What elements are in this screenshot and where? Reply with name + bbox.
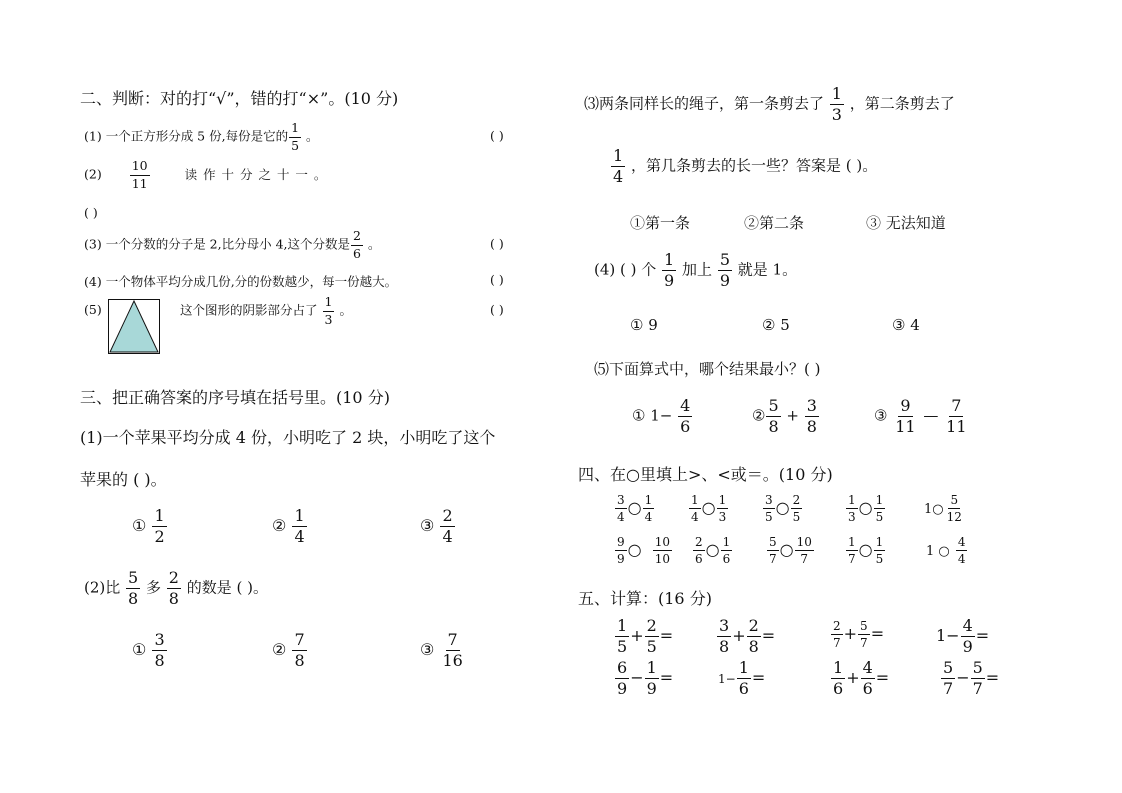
- choice-q2: (2)比 $\frac{5}{8}$ 多 $\frac{2}{8}$ 的数是 ( )。: [84, 568, 269, 608]
- answer-paren-q1[interactable]: ( ): [490, 128, 504, 143]
- choice-q2-option-1[interactable]: ① $\frac{3}{8}$: [132, 630, 165, 670]
- choice-q1-option-1[interactable]: ① $\frac{1}{2}$: [132, 506, 165, 546]
- section-2-title: 二、判断：对的打“√”，错的打“×”。(10 分): [80, 89, 399, 108]
- choice-q5-option-2[interactable]: ② $\frac{5}{8}$ + $\frac{3}{8}$: [752, 396, 817, 436]
- fraction: $\frac{7}{8}$: [294, 630, 305, 670]
- triangle-icon: [109, 300, 159, 353]
- answer-paren-q4[interactable]: ( ): [490, 272, 504, 287]
- calc-item[interactable]: 1− $\frac{4}{9}$ =: [936, 616, 990, 656]
- compare-item[interactable]: $\frac{2}{6}$ ○ $\frac{1}{6}$: [695, 535, 731, 566]
- choice-q4-option-2[interactable]: ② 5: [762, 316, 790, 334]
- section-5-title: 五、计算：(16 分): [578, 589, 712, 608]
- calc-item[interactable]: $\frac{2}{7}$ + $\frac{5}{7}$ =: [833, 619, 885, 650]
- answer-paren-q2[interactable]: ( ): [84, 205, 98, 220]
- answer-paren-q3[interactable]: ( ): [490, 236, 504, 251]
- answer-paren[interactable]: ，第几条剪去的长一些？答案是 ( )。: [630, 156, 878, 175]
- compare-circle: ○: [701, 498, 716, 517]
- fraction: $\frac{2}{4}$: [442, 506, 453, 546]
- judge-q1: (1) 一个正方形分成 5 份,每份是它的 $\frac{1}{5}$ 。: [84, 120, 319, 153]
- compare-item[interactable]: $\frac{3}{4}$ ○ $\frac{1}{4}$: [617, 493, 653, 524]
- answer-paren[interactable]: 的数是 ( )。: [186, 578, 269, 597]
- compare-item[interactable]: $\frac{1}{7}$ ○ $\frac{1}{5}$: [848, 535, 884, 566]
- compare-circle: ○: [705, 540, 720, 559]
- choice-q5-option-1[interactable]: ① 1− $\frac{4}{6}$: [632, 396, 691, 436]
- q-text: 一个分数的分子是 2,比分母小 4,这个分数是: [105, 236, 351, 252]
- choice-q5-option-3[interactable]: ③ $\frac{9}{11}$ — $\frac{7}{11}$: [874, 396, 967, 436]
- q-num: (4): [84, 274, 102, 289]
- judge-q5: 这个图形的阴影部分占了 $\frac{1}{3}$ 。: [180, 294, 352, 327]
- choice-q3-line2: [610, 148, 877, 185]
- choice-q1-option-2[interactable]: ② $\frac{1}{4}$: [272, 506, 305, 546]
- compare-circle: ○: [779, 540, 794, 559]
- choice-q4-option-3[interactable]: ③ 4: [892, 316, 920, 334]
- q-num: (1): [84, 128, 102, 144]
- judge-q4: [84, 272, 397, 290]
- fraction: $\frac{3}{8}$: [806, 396, 817, 436]
- answer-paren-q5[interactable]: ( ): [490, 302, 504, 317]
- section-4-title: 四、在○里填上>、<或＝。(10 分): [578, 465, 833, 484]
- fraction: $\frac{1}{4}$: [613, 146, 624, 186]
- compare-item[interactable]: $\frac{1}{4}$ ○ $\frac{1}{3}$: [691, 493, 727, 524]
- fraction: $\frac{7}{11}$: [946, 396, 967, 436]
- choice-q3-option-1[interactable]: ①第一条: [630, 214, 691, 232]
- compare-item[interactable]: 1 ○ $\frac{4}{4}$: [926, 535, 966, 566]
- fraction: $\frac{1}{3}$: [831, 84, 842, 124]
- choice-q2-option-3[interactable]: ③ $\frac{7}{16}$: [420, 630, 463, 670]
- compare-item[interactable]: 1○ $\frac{5}{12}$: [924, 493, 962, 524]
- choice-q1-option-3[interactable]: ③ $\frac{2}{4}$: [420, 506, 453, 546]
- compare-circle: ○: [627, 540, 642, 559]
- fraction: $\frac{1}{3}$: [324, 294, 333, 327]
- q-text: 一个正方形分成 5 份,每份是它的: [105, 128, 289, 144]
- judge-q2: [84, 160, 327, 190]
- compare-item[interactable]: $\frac{5}{7}$ ○ $\frac{10}{7}$: [769, 535, 812, 566]
- fraction: $\frac{9}{11}$: [895, 396, 916, 436]
- fraction: $\frac{1}{5}$: [291, 120, 300, 153]
- judge-q3: (3) 一个分数的分子是 2,比分母小 4,这个分数是 $\frac{2}{6}$ 。: [84, 228, 381, 261]
- fraction: $\frac{2}{6}$: [353, 228, 361, 261]
- fraction: $\frac{1}{4}$: [294, 506, 305, 546]
- choice-q1-line1: (1)一个苹果平均分成 4 份，小明吃了 2 块，小明吃了这个: [80, 428, 496, 447]
- compare-item[interactable]: $\frac{9}{9}$ ○ $\frac{10}{10}$: [617, 535, 671, 566]
- answer-paren[interactable]: (4) ( ) 个: [594, 260, 657, 279]
- calc-item[interactable]: 1− $\frac{1}{6}$ =: [718, 658, 766, 698]
- fraction: $\frac{1}{2}$: [154, 506, 165, 546]
- fraction: $\frac{2}{8}$: [168, 568, 179, 608]
- choice-q3-line1: ⑶两条同样长的绳子，第一条剪去了 $\frac{1}{3}$ ，第二条剪去了: [584, 84, 955, 124]
- calc-item[interactable]: $\frac{3}{8}$ + $\frac{2}{8}$ =: [719, 616, 776, 656]
- fraction: $\frac{5}{8}$: [128, 568, 139, 608]
- calc-item[interactable]: $\frac{5}{7}$ − $\frac{5}{7}$ =: [943, 658, 1000, 698]
- choice-q4-option-1[interactable]: ① 9: [630, 316, 658, 334]
- shaded-triangle-figure: [108, 299, 160, 354]
- fraction: $\frac{4}{6}$: [680, 396, 691, 436]
- choice-q2-option-2[interactable]: ② $\frac{7}{8}$: [272, 630, 305, 670]
- choice-q4: (4) ( ) 个 $\frac{1}{9}$ 加上 $\frac{5}{9}$ 就是 1。: [594, 250, 798, 290]
- compare-circle: ○: [858, 498, 873, 517]
- fraction: $\frac{7}{16}$: [442, 630, 463, 670]
- compare-circle: ○: [858, 540, 873, 559]
- q-text: 这个图形的阴影部分占了: [180, 302, 318, 318]
- compare-circle: ○: [775, 498, 790, 517]
- judge-q5-num: (5): [84, 302, 102, 317]
- fraction: $\frac{10}{11}$: [131, 158, 148, 191]
- fraction: $\frac{1}{9}$: [664, 250, 675, 290]
- q-text: 一个物体平均分成几份,分的份数越少，每一份越大。: [105, 274, 398, 289]
- q-text: 读 作 十 分 之 十 一 。: [184, 166, 328, 182]
- choice-q3-option-2[interactable]: ②第二条: [744, 214, 805, 232]
- choice-q1-line2[interactable]: 苹果的 ( )。: [80, 470, 167, 489]
- section-3-title: 三、把正确答案的序号填在括号里。(10 分): [80, 388, 390, 407]
- fraction: $\frac{5}{9}$: [719, 250, 730, 290]
- q-num: (3): [84, 236, 102, 252]
- fraction: $\frac{5}{8}$: [768, 396, 779, 436]
- choice-q5[interactable]: ⑸下面算式中，哪个结果最小？( ): [594, 360, 821, 378]
- compare-circle: ○: [627, 498, 642, 517]
- calc-item[interactable]: $\frac{6}{9}$ − $\frac{1}{9}$ =: [617, 658, 674, 698]
- q-num: (2): [84, 166, 102, 182]
- calc-item[interactable]: $\frac{1}{5}$ + $\frac{2}{5}$ =: [617, 616, 674, 656]
- choice-q3-option-3[interactable]: ③ 无法知道: [866, 214, 946, 232]
- compare-item[interactable]: $\frac{1}{3}$ ○ $\frac{1}{5}$: [848, 493, 884, 524]
- calc-item[interactable]: $\frac{1}{6}$ + $\frac{4}{6}$ =: [833, 658, 890, 698]
- fraction: $\frac{3}{8}$: [154, 630, 165, 670]
- compare-item[interactable]: $\frac{3}{5}$ ○ $\frac{2}{5}$: [765, 493, 801, 524]
